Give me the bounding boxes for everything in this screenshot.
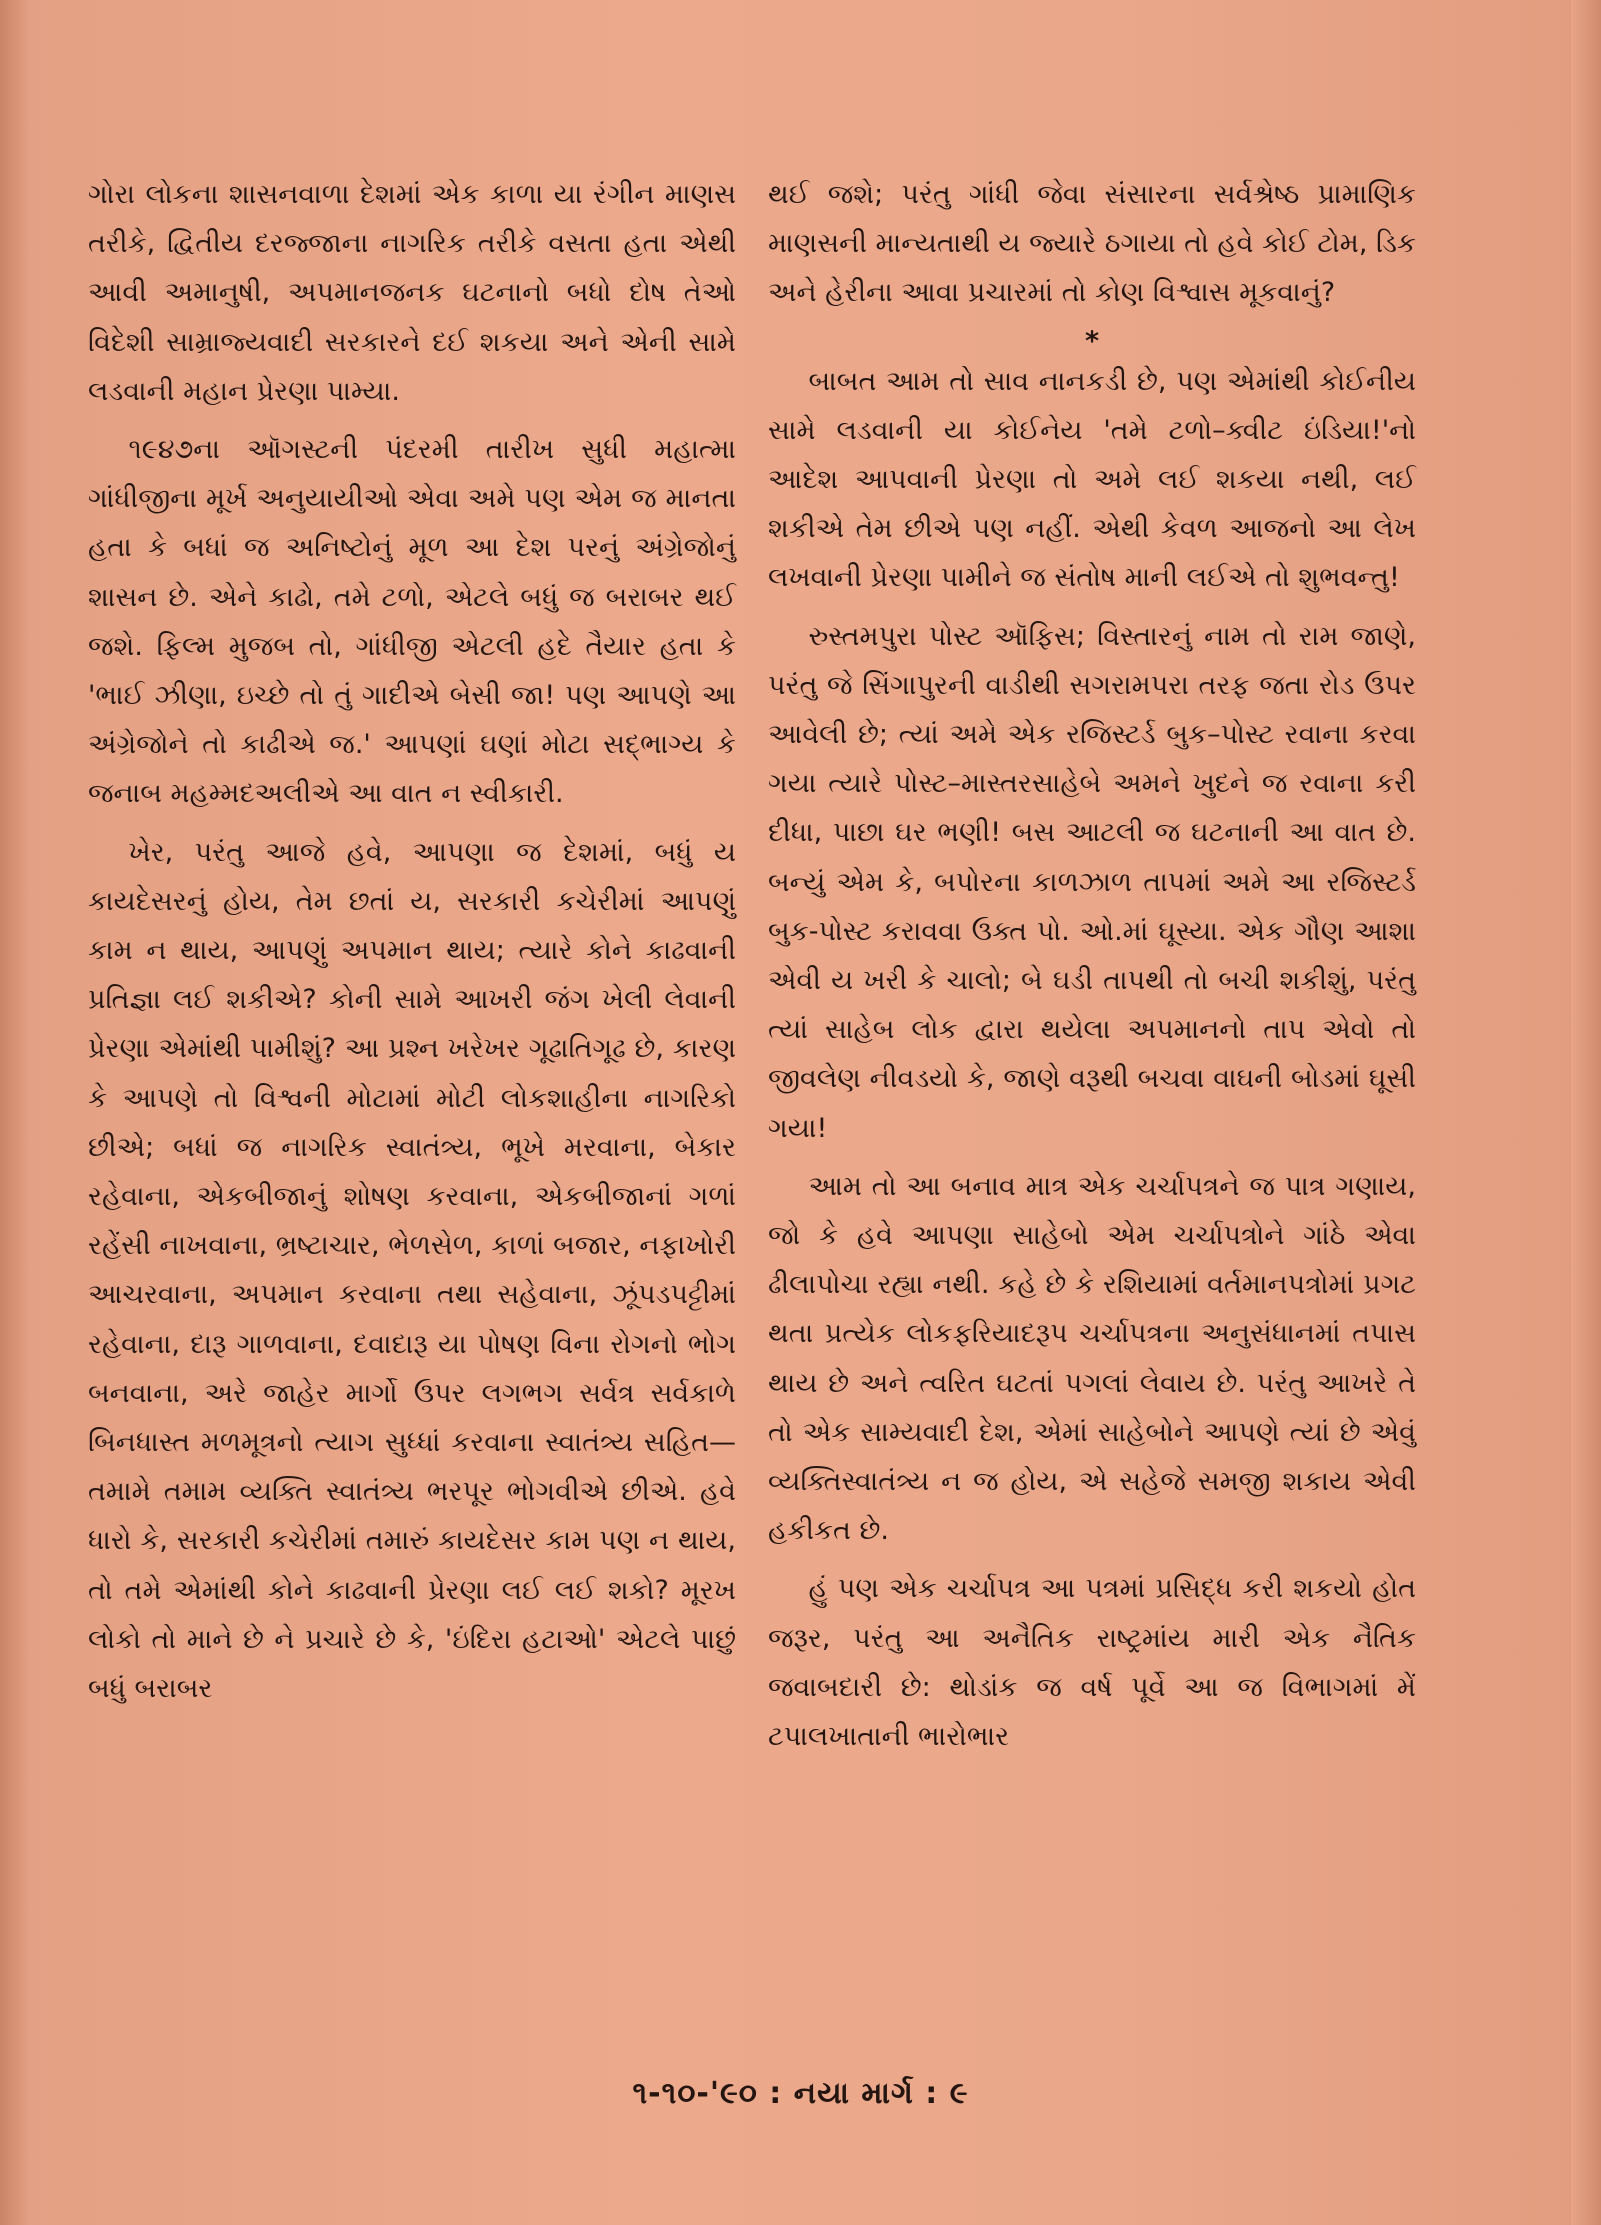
left-paragraph-2: ૧૯૪૭ના ઑગસ્ટની પંદરમી તારીખ સુધી મહાત્મા ગાંધીજીના મૂર્ખ અનુયાયીઓ એવા અમે પણ એમ જ માનતા હતા કે બધાં જ અનિષ્ટોનું મૂળ આ દેશ પરનું અંગ્રેજોનું શાસન છે. એને કાઢો, તમે ટળો, એટલે બધું જ બરાબર થઈ જશે. ફિલ્મ મુજબ તો, ગાંધીજી એટલી હદે તૈયાર હતા કે 'ભાઈ ઝીણા, ઇચ્છે તો તું ગાદીએ બેસી જા! પણ આપણે આ અંગ્રેજોને તો કાઢીએ જ.' આપણાં ઘણાં મોટા સદ્‌ભાગ્ય કે જનાબ મહમ્મદઅલીએ આ વાત ન સ્વીકારી.	[88, 434, 736, 810]
right-paragraph-2: બાબત આમ તો સાવ નાનકડી છે, પણ એમાંથી કોઈનીય સામે લડવાની યા કોઈનેય 'તમે ટળો–ક્વીટ ઇંડિયા!'નો આદેશ આપવાની પ્રેરણા તો અમે લઈ શકયા નથી, લઈ શકીએ તેમ છીએ પણ નહીં. એથી કેવળ આજનો આ લેખ લખવાની પ્રેરણા પામીને જ સંતોષ માની લઈએ તો શુભવન્તુ!	[768, 365, 1416, 594]
left-column	[88, 170, 736, 1722]
right-paragraph-3: રુસ્તમપુરા પોસ્ટ ઑફિસ; વિસ્તારનું નામ તો રામ જાણે, પરંતુ જે સિંગાપુરની વાડીથી સગરામપરા તરફ જતા રોડ ઉપર આવેલી છે; ત્યાં અમે એક રજિસ્ટર્ડ બુક–પોસ્ટ રવાના કરવા ગયા ત્યારે પોસ્ટ–માસ્તરસાહેબે અમને ખુદને જ રવાના કરી દીધા, પાછા ઘર ભણી! બસ આટલી જ ઘટનાની આ વાત છે. બન્યું એમ કે, બપોરના કાળઝાળ તાપમાં અમે આ રજિસ્ટર્ડ બુક-પોસ્ટ કરાવવા ઉક્ત પો. ઓ.માં ઘૂસ્યા. એક ગૌણ આશા એવી ય ખરી કે ચાલો; બે ઘડી તાપથી તો બચી શકીશું, પરંતુ ત્યાં સાહેબ લોક દ્વારા થયેલા અપમાનનો તાપ એવો તો જીવલેણ નીવડયો કે, જાણે વરૂથી બચવા વાઘની બોડમાં ઘૂસી ગયા!	[768, 620, 1416, 1144]
section-separator-asterisk: *	[1084, 325, 1100, 357]
page-edge-left	[0, 0, 30, 2225]
right-column	[768, 170, 1416, 1770]
right-paragraph-1: થઈ જશે; પરંતુ ગાંધી જેવા સંસારના સર્વશ્રેષ્ઠ પ્રામાણિક માણસની માન્યતાથી ય જ્યારે ઠગાયા તો હવે કોઈ ટોમ, ડિક અને હેરીના આવા પ્રચારમાં તો કોણ વિશ્વાસ મૂકવાનું?	[768, 179, 1416, 309]
left-paragraph-1: ગોરા લોકના શાસનવાળા દેશમાં એક કાળા યા રંગીન માણસ તરીકે, દ્વિતીય દરજ્જાના નાગરિક તરીકે વસતા હતા એથી આવી અમાનુષી, અપમાનજનક ઘટનાનો બધો દોષ તેઓ વિદેશી સામ્રાજ્યવાદી સરકારને દઈ શકયા અને એની સામે લડવાની મહાન પ્રેરણા પામ્યા.	[88, 179, 736, 407]
left-paragraph-3: ખેર, પરંતુ આજે હવે, આપણા જ દેશમાં, બધું ય કાયદેસરનું હોય, તેમ છતાં ય, સરકારી કચેરીમાં આપણું કામ ન થાય, આપણું અપમાન થાય; ત્યારે કોને કાઢવાની પ્રતિજ્ઞા લઈ શકીએ? કોની સામે આખરી જંગ ખેલી લેવાની પ્રેરણા એમાંથી પામીશું? આ પ્રશ્ન ખરેખર ગૂઢાતિગૂઢ છે, કારણ કે આપણે તો વિશ્વની મોટામાં મોટી લોકશાહીના નાગરિકો છીએ; બધાં જ નાગરિક સ્વાતંત્ર્ય, ભૂખે મરવાના, બેકાર રહેવાના, એકબીજાનું શોષણ કરવાના, એકબીજાનાં ગળાં રહેંસી નાખવાના, ભ્રષ્ટાચાર, ભેળસેળ, કાળાં બજાર, નફાખોરી આચરવાના, અપમાન કરવાના તથા સહેવાના, ઝૂંપડપટ્ટીમાં રહેવાના, દારૂ ગાળવાના, દવાદારૂ યા પોષણ વિના રોગનો ભોગ બનવાના, અરે જાહેર માર્ગો ઉપર લગભગ સર્વત્ર સર્વકાળે બિનધાસ્ત મળમૂત્રનો ત્યાગ સુધ્ધાં કરવાના સ્વાતંત્ર્ય સહિત—તમામે તમામ વ્યક્તિ સ્વાતંત્ર્ય ભરપૂર ભોગવીએ છીએ. હવે ધારો કે, સરકારી કચેરીમાં તમારું કાયદેસર કામ પણ ન થાય, તો તમે એમાંથી કોને કાઢવાની પ્રેરણા લઈ લઈ શકો? મૂરખ લોકો તો માને છે ને પ્રચારે છે કે, 'ઇંદિરા હટાઓ' એટલે પાછું બધું બરાબર	[88, 836, 736, 1705]
page-footer: ૧-૧૦-'૯૦ : નયા માર્ગ : ૯	[632, 2076, 969, 2111]
page-edge-right	[1571, 0, 1601, 2225]
right-paragraph-4: આમ તો આ બનાવ માત્ર એક ચર્ચાપત્રને જ પાત્ર ગણાય, જો કે હવે આપણા સાહેબો એમ ચર્ચાપત્રોને ગાંઠે એવા ઢીલાપોચા રહ્યા નથી. કહે છે કે રશિયામાં વર્તમાનપત્રોમાં પ્રગટ થતા પ્રત્યેક લોકફરિયાદરૂપ ચર્ચાપત્રના અનુસંધાનમાં તપાસ થાય છે અને ત્વરિત ઘટતાં પગલાં લેવાય છે. પરંતુ આખરે તે તો એક સામ્યવાદી દેશ, એમાં સાહેબોને આપણે ત્યાં છે એવું વ્યક્તિસ્વાતંત્ર્ય ન જ હોય, એ સહેજે સમજી શકાય એવી હકીકત છે.	[768, 1170, 1416, 1547]
right-paragraph-5: હું પણ એક ચર્ચાપત્ર આ પત્રમાં પ્રસિદ્ધ કરી શકયો હોત જરૂર, પરંતુ આ અનૈતિક રાષ્ટ્રમાંય મારી એક નૈતિક જવાબદારી છે: થોડાંક જ વર્ષ પૂર્વે આ જ વિભાગમાં મેં ટપાલખાતાની ભારોભાર	[768, 1573, 1416, 1753]
